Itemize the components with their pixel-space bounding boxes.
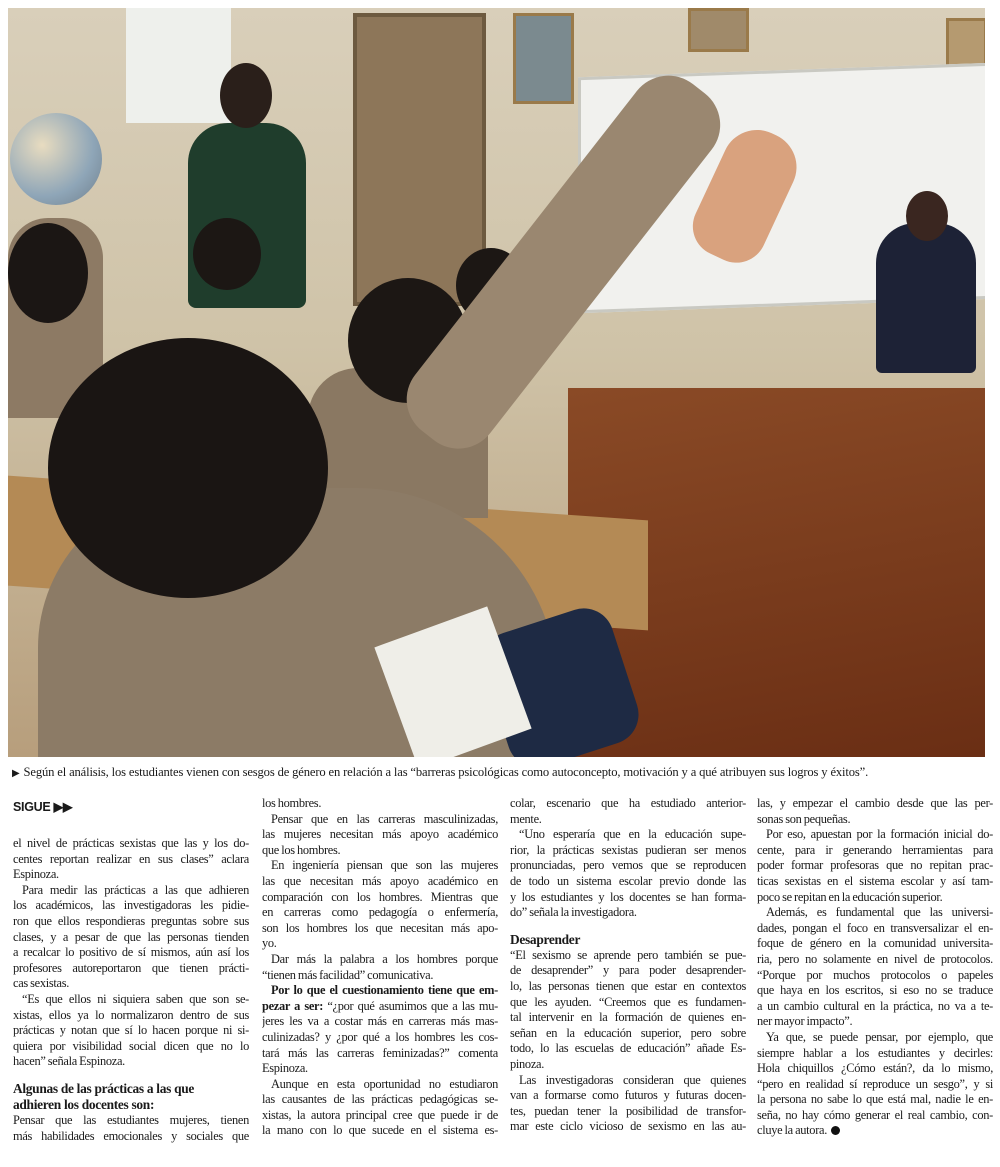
body-text-line: el nivel de prácticas sexistas que las y los do- — [13, 836, 249, 850]
body-text-line: profesores autoreportaron que tienen prácti- — [13, 960, 249, 975]
body-text-line: tal intervenir en la formación de quienes en- — [510, 1010, 746, 1025]
globe — [10, 113, 102, 205]
body-text-line: “Es que ellos ni siquiera saben que son se- — [22, 991, 249, 1006]
body-text-line: más habilidades emocionales y sociales que — [13, 1128, 249, 1143]
body-text-line — [262, 983, 498, 999]
body-text-line: Pensar que en las carreras masculinizadas, — [271, 811, 498, 826]
article-column-1 — [13, 836, 249, 1144]
paragraph-gap — [13, 1070, 249, 1081]
body-text-line: dades, pongan el foco en transversalizar el en- — [757, 920, 993, 935]
body-text-line: a un cambio cultural en la práctica, no va a te- — [757, 998, 993, 1013]
body-text-line: Por eso, apuestan por la formación inicial do- — [766, 827, 993, 842]
body-text-line: “Uno esperaría que en la educación supe- — [519, 827, 746, 842]
bold-lead-text: pezar a ser: — [262, 998, 324, 1013]
body-text-line — [262, 999, 498, 1015]
body-text-line: culinizadas? y ¿por qué a los hombres les cos- — [262, 1029, 498, 1044]
body-text-line: seña, no hay cómo generar el real cambio, con- — [757, 1107, 993, 1122]
body-text-line: xistas, ellos ya lo normalizaron dentro de sus — [13, 1007, 249, 1022]
article-column-3 — [510, 796, 746, 1135]
body-text-line: tará más las carreras feminizadas?” comenta — [262, 1045, 498, 1060]
body-text-line: ron que ellos respondieras preguntas sobre sus — [13, 913, 249, 928]
article-column-2 — [262, 796, 498, 1139]
body-text-line: Dar más la palabra a los hombres porque — [271, 951, 498, 966]
body-text-line: Las investigadoras consideran que quienes — [519, 1072, 746, 1087]
body-text-line: ria, pero no solamente en nivel de protocolos. — [757, 951, 993, 966]
body-text-line: “El sexismo se aprende pero también se pue- — [510, 947, 746, 962]
body-text-line: siempre hablar a los estudiantes y decirles: — [757, 1045, 993, 1060]
subheading-line: adhieren los docentes son: — [13, 1096, 155, 1112]
body-text-line: colar, escenario que ha estudiado anterior- — [510, 796, 746, 810]
body-text-line: hacen” señala Espinoza. — [13, 1054, 125, 1069]
student-head — [193, 218, 261, 290]
body-text-line: a recalcar lo positivo de sí mismos, aún así los — [13, 945, 249, 960]
body-text-line: do” señala la investigadora. — [510, 905, 637, 920]
body-text-line: Aunque en esta oportunidad no estudiaron — [271, 1076, 498, 1091]
body-text-line: van a formarse como futuros y futuras docen- — [510, 1088, 746, 1103]
body-text: cluye la autora. — [757, 1123, 828, 1138]
body-text-line: Pensar que las estudiantes mujeres, tienen — [13, 1112, 249, 1127]
body-text-line: foque de género en la comunidad universita- — [757, 936, 993, 951]
teacher-head — [220, 63, 272, 128]
body-text-line: clases, y a pesar de que las personas tienden — [13, 929, 249, 944]
body-text-line: pronunciadas, pero vemos que se reproducen — [510, 858, 746, 873]
body-text: “¿por qué asumimos que a las mu- — [323, 998, 498, 1013]
student-foreground-head — [48, 338, 328, 598]
body-text-line: poco se repitan en la educación superior. — [757, 889, 943, 904]
body-text-line: mar este ciclo vicioso de sexismo en las au- — [510, 1119, 746, 1134]
body-text-line: son los hombres los que necesitan más apo- — [262, 920, 498, 935]
body-text-line: cas sexistas. — [13, 976, 70, 991]
body-text-line: En ingeniería piensan que son las mujeres — [271, 858, 498, 873]
article-column-4 — [757, 796, 993, 1139]
classroom-photo — [8, 8, 985, 757]
end-of-article-icon — [831, 1126, 840, 1135]
body-text-line: que les ayuden. “Creemos que es fundamen- — [510, 994, 746, 1009]
body-text-line: Además, es fundamental que las universi- — [766, 905, 993, 920]
picture-frame — [688, 8, 749, 52]
continues-label: SIGUE ▶▶ — [13, 800, 73, 814]
body-text-line: Para medir las prácticas a las que adhieren — [22, 882, 249, 897]
body-text-line: las causantes de las prácticas pedagógicas se- — [262, 1092, 498, 1107]
body-text-line — [757, 1123, 993, 1139]
body-text-line: comparación con los hombres. Mientras que — [262, 889, 498, 904]
body-text-line: de desaprender” y para poder desaprender- — [510, 963, 746, 978]
body-text-line: xistas, la autora principal cree que puede ir de — [262, 1107, 498, 1122]
body-text-line: las, y empezar el cambio desde que las per- — [757, 796, 993, 810]
body-text-line: sonas son pequeñas. — [757, 811, 851, 826]
paragraph-gap — [510, 921, 746, 932]
body-text-line: Espinoza. — [262, 1061, 308, 1076]
body-text-line: jeres les va a costar más en carreras más mas- — [262, 1014, 498, 1029]
student-head — [8, 223, 88, 323]
body-text-line: ner mayor impacto”. — [757, 1014, 853, 1029]
body-text-line: la mano con lo que sucede en el sistema es- — [262, 1123, 498, 1138]
teacher-right-head — [906, 191, 948, 241]
body-text-line: poder formar profesoras que no repitan prac- — [757, 858, 993, 873]
body-text-line: la persona no sabe lo que está mal, nadie le en- — [757, 1092, 993, 1107]
window — [126, 8, 231, 123]
body-text-line: los hombres. — [262, 796, 322, 810]
body-text-line: mente. — [510, 811, 542, 826]
body-text-line: tes, puedan tener la posibilidad de transfor- — [510, 1103, 746, 1118]
subheading-line: Desaprender — [510, 931, 581, 947]
bold-lead-text: Por lo que el cuestionamiento tiene que em- — [271, 983, 498, 998]
body-text-line: Hola chiquillos ¿Cómo están?, da lo mismo, — [757, 1061, 993, 1076]
body-text-line: pinoza. — [510, 1056, 545, 1071]
body-text-line: los académicos, las investigadoras les pidie- — [13, 898, 249, 913]
body-text-line: y los estudiantes y los docentes se han forma- — [510, 889, 746, 904]
body-text-line: rior, la prácticas sexistas pudieran ser menos — [510, 842, 746, 857]
body-text-line: cente, para ir generando herramientas para — [757, 842, 993, 857]
body-text-line: las mujeres necesitan más apoyo académico — [262, 827, 498, 842]
body-text-line: “Porque por muchos protocolos o papeles — [757, 967, 993, 982]
caption-arrow-icon: ▶ — [12, 768, 20, 779]
body-text-line: que haya en los escritos, si eso no se traduce — [757, 983, 993, 998]
body-text-line: que los hombres. — [262, 842, 341, 857]
body-text-line: Ya que, se puede pensar, por ejemplo, que — [766, 1029, 993, 1044]
body-text-line: en carreras como pedagogía o enfermería, — [262, 905, 498, 920]
body-text-line: quiera por visibilidad social dicen que no lo — [13, 1038, 249, 1053]
photo-caption — [12, 765, 992, 780]
body-text-line: de todo un sistema escolar previo donde las — [510, 873, 746, 888]
picture-frame — [513, 13, 574, 104]
subheading-line: Algunas de las prácticas a las que — [13, 1080, 195, 1096]
body-text-line: “tienen más facilidad” comunicativa. — [262, 967, 434, 982]
body-text-line: yo. — [262, 936, 277, 951]
teacher-right — [876, 223, 976, 373]
body-text-line: centes reportan realizar en sus clases” aclara — [13, 851, 249, 866]
body-text-line: todo, lo las escuelas de educación” añade Es- — [510, 1041, 746, 1056]
body-text-line: lo, las personas tienen que estar en contextos — [510, 978, 746, 993]
caption-text: Según el análisis, los estudiantes vienen con sesgos de género en relación a las “barreras psicológicas como autoconcepto, motivación y a qué atribuyen sus logros y éxitos”. — [23, 765, 869, 779]
body-text-line: señan en la educación superior, pero sobre — [510, 1025, 746, 1040]
body-text-line: las que necesitan más apoyo académico en — [262, 873, 498, 888]
body-text-line: Espinoza. — [13, 867, 59, 882]
body-text-line: “pero en realidad sí reproduce un sesgo”, y si — [757, 1076, 993, 1091]
body-text-line: ticas sexistas en el sistema escolar y así tam- — [757, 873, 993, 888]
body-text-line: prácticas y notan que sí lo hacen porque ni si- — [13, 1023, 249, 1038]
